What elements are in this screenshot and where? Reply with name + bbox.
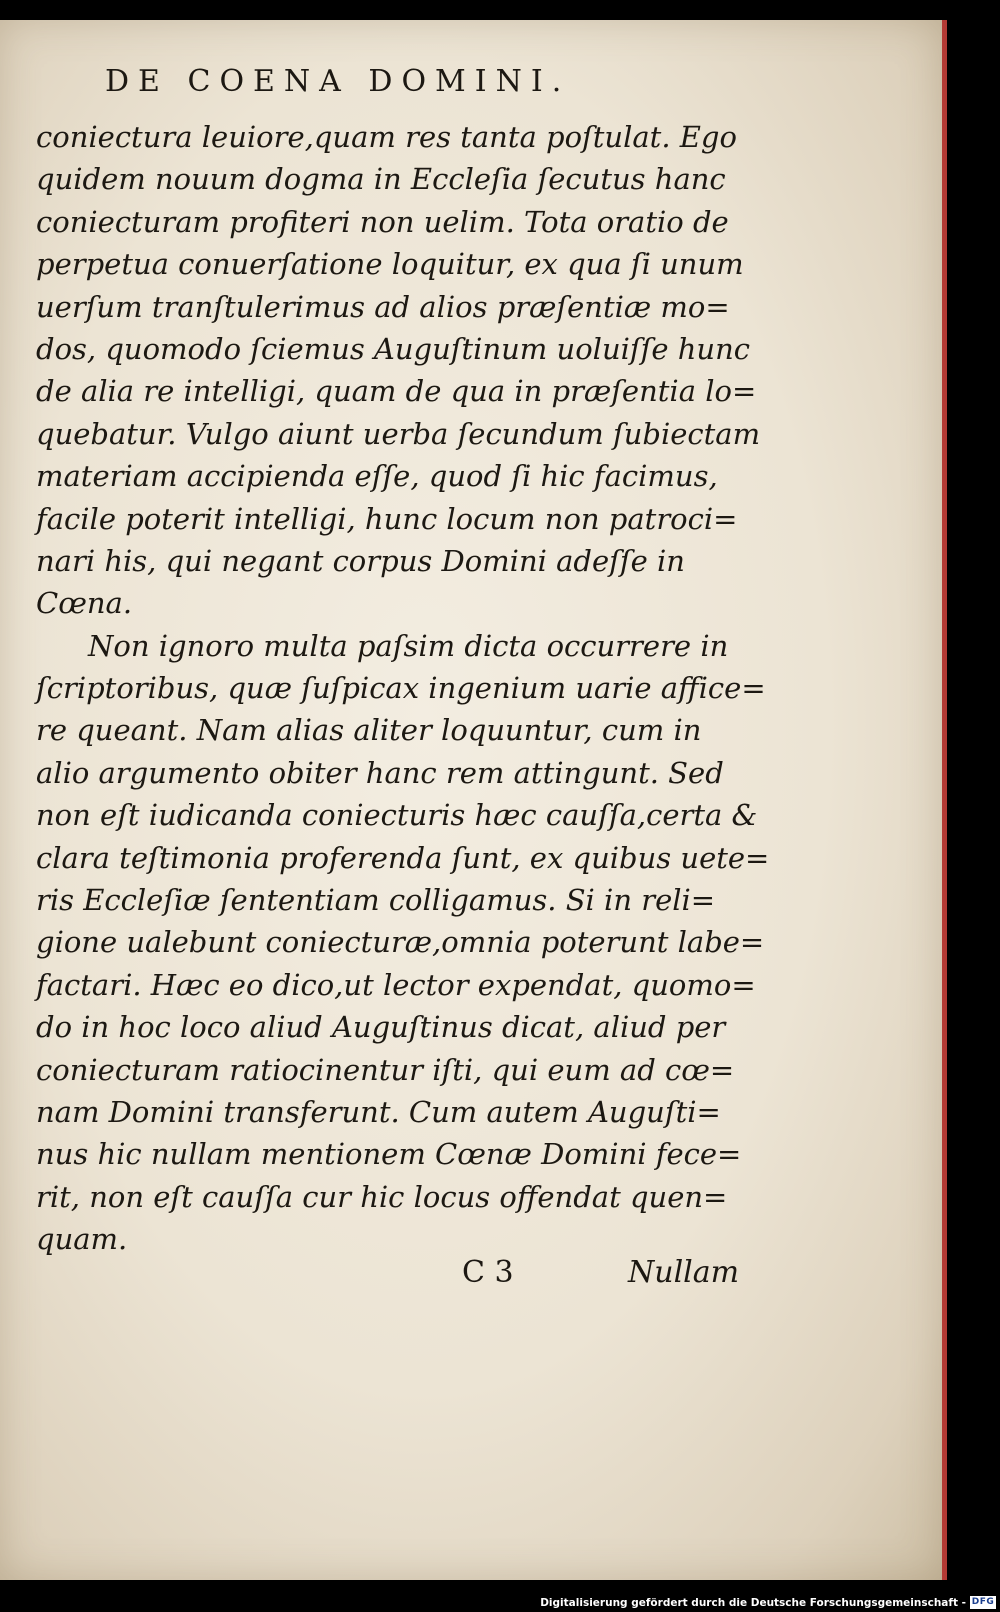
- text-line: do in hoc loco aliud Auguſtinus dicat, aliud per: [36, 1010, 726, 1045]
- text-line: quam.: [36, 1222, 128, 1257]
- text-line: nus hic nullam mentionem Cœnæ Domini fece=: [36, 1137, 742, 1172]
- text-line: clara teſtimonia proferenda ſunt, ex quibus uete=: [36, 840, 770, 875]
- text-line: ſcriptoribus, quæ ſuſpicax ingenium uarie affice=: [36, 671, 766, 706]
- text-line: coniecturam ratiocinentur iſti, qui eum ad cœ=: [36, 1052, 735, 1087]
- text-line: dos, quomodo ſciemus Auguſtinum uoluiſſe hunc: [36, 331, 751, 366]
- catchword: Nullam: [628, 1255, 740, 1290]
- text-line: rit, non eſt cauſſa cur hic locus offendat quen=: [36, 1179, 728, 1214]
- text-line: uerſum tranſtulerimus ad alios præſentiæ mo=: [36, 289, 730, 324]
- text-line: gione ualebunt coniecturæ,omnia poterunt labe=: [36, 925, 765, 960]
- body-text: [36, 116, 770, 1261]
- text-line: Cœna.: [36, 586, 133, 621]
- text-line: ris Eccleſiæ ſententiam colligamus. Si in reli=: [36, 883, 716, 918]
- text-line: quebatur. Vulgo aiunt uerba ſecundum ſubiectam: [36, 416, 761, 451]
- dfg-logo-icon: DFG: [971, 1597, 995, 1607]
- text-line: alio argumento obiter hanc rem attingunt. Sed: [36, 755, 724, 790]
- signature-mark: C 3: [462, 1255, 514, 1290]
- paragraph-start-line: Non ignoro multa paſsim dicta occurrere in: [88, 628, 729, 663]
- text-line: facile poterit intelligi, hunc locum non patroci=: [36, 501, 738, 536]
- text-line: coniectura leuiore,quam res tanta poſtulat. Ego: [36, 120, 737, 154]
- text-line: de alia re intelligi, quam de qua in præſentia lo=: [36, 374, 757, 409]
- running-head: DE COENA DOMINI.: [105, 64, 571, 99]
- text-line: nam Domini transferunt. Cum autem Auguſti=: [36, 1094, 721, 1129]
- book-page: [0, 20, 947, 1580]
- text-line: quidem nouum dogma in Eccleſia ſecutus hanc: [36, 162, 726, 197]
- text-line: re queant. Nam alias aliter loquuntur, cum in: [36, 713, 702, 748]
- text-line: factari. Hæc eo dico,ut lector expendat, quomo=: [36, 967, 756, 1002]
- footer-bar: [0, 1592, 1000, 1612]
- text-line: nari his, qui negant corpus Domini adeſſe in: [36, 543, 685, 578]
- footer-credit: Digitalisierung gefördert durch die Deutsche Forschungsgemeinschaft -: [540, 1597, 966, 1609]
- text-line: coniecturam profiteri non uelim. Tota oratio de: [36, 204, 729, 239]
- text-line: non eſt iudicanda coniecturis hæc cauſſa,certa &: [36, 798, 758, 833]
- text-line: materiam accipienda eſſe, quod ſi hic facimus,: [36, 459, 718, 494]
- text-line: perpetua conuerſatione loquitur, ex qua ſi unum: [36, 247, 744, 282]
